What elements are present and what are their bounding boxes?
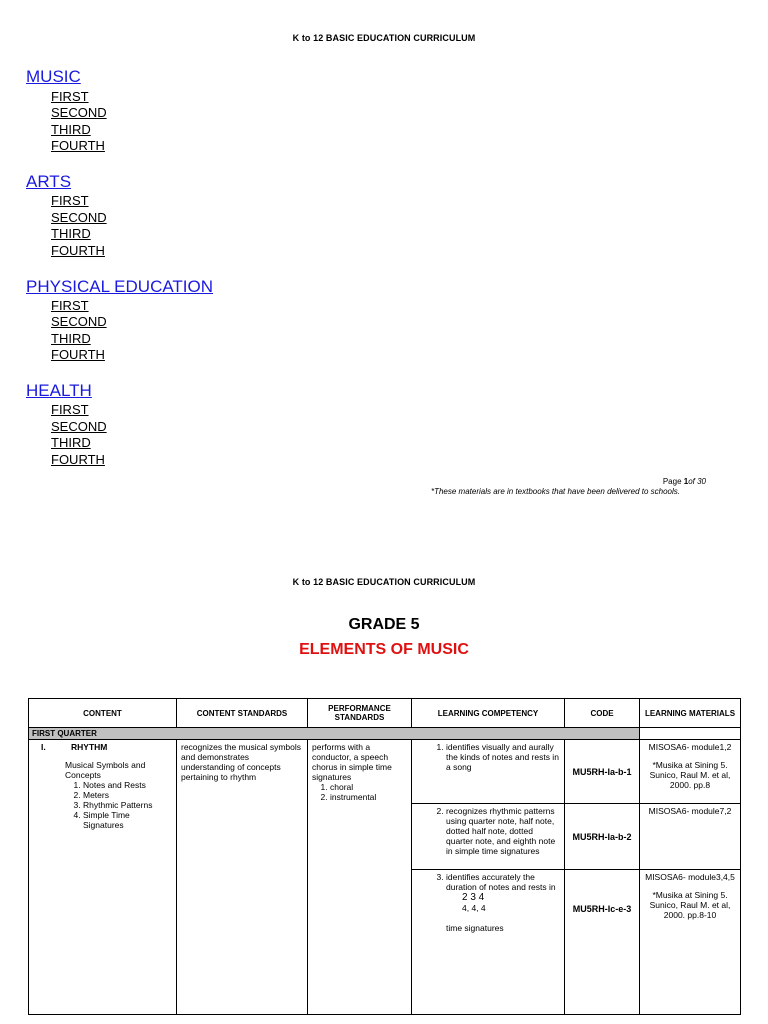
header-learning-competency: LEARNING COMPETENCY: [412, 699, 565, 728]
quarter-label: FIRST QUARTER: [29, 728, 640, 740]
materials-cell: MISOSA6- module1,2 *Musika at Sining 5. Sunico, Raul M. et al, 2000. pp.8: [640, 740, 741, 804]
toc-pe-first[interactable]: FIRST: [51, 298, 89, 313]
toc-pe-second[interactable]: SECOND: [51, 314, 107, 329]
toc-music-third[interactable]: THIRD: [51, 122, 91, 137]
toc-link-music[interactable]: MUSIC: [26, 67, 81, 86]
toc-health-second[interactable]: SECOND: [51, 419, 107, 434]
grade-title: GRADE 5: [348, 616, 420, 633]
materials-cell: MISOSA6- module7,2: [640, 804, 741, 870]
table-header-row: [29, 699, 741, 728]
materials-cell: MISOSA6- module3,4,5 *Musika at Sining 5. Sunico, Raul M. et al, 2000. pp.8-10: [640, 870, 741, 1015]
content-cell: I. RHYTHM Musical Symbols and Concepts 1. Notes and Rests 2. Meters 3. Rhythmic Patterns 4. Simple Time Signatures: [29, 740, 177, 1015]
toc-health-first[interactable]: FIRST: [51, 402, 89, 417]
code-cell: MU5RH-Ia-b-2: [565, 804, 640, 870]
header-content-standards: CONTENT STANDARDS: [177, 699, 308, 728]
toc-health-fourth[interactable]: FOURTH: [51, 452, 105, 467]
performance-standard-cell: performs with a conductor, a speech chorus in simple time signatures 1. choral 2. instrumental: [308, 740, 412, 1015]
header-learning-materials: LEARNING MATERIALS: [640, 699, 741, 728]
quarter-row: [29, 728, 741, 740]
code-cell: MU5RH-Ia-b-1: [565, 740, 640, 804]
header-code: CODE: [565, 699, 640, 728]
toc-arts-second[interactable]: SECOND: [51, 210, 107, 225]
page-number: Page 1of 30: [662, 477, 706, 486]
toc-music-first[interactable]: FIRST: [51, 89, 89, 104]
header-content: CONTENT: [29, 699, 177, 728]
competency-cell: 1. identifies visually and aurally the kinds of notes and rests in a song: [412, 740, 565, 804]
header-performance-standards: PERFORMANCE STANDARDS: [308, 699, 412, 728]
competency-cell: 3. identifies accurately the duration of notes and rests in 2 3 4 4, 4, 4 time signatures: [412, 870, 565, 1015]
toc-music-second[interactable]: SECOND: [51, 105, 107, 120]
toc-link-health[interactable]: HEALTH: [26, 381, 92, 400]
toc-pe-third[interactable]: THIRD: [51, 331, 91, 346]
code-cell: MU5RH-Ic-e-3: [565, 870, 640, 1015]
curriculum-table: [28, 698, 741, 1015]
toc-link-arts[interactable]: ARTS: [26, 172, 72, 191]
competency-cell: 2. recognizes rhythmic patterns using quarter note, half note, dotted half note, dotted quarter note, and eighth note in simple time signatures: [412, 804, 565, 870]
toc-pe-fourth[interactable]: FOURTH: [51, 347, 105, 362]
page-header: K to 12 BASIC EDUCATION CURRICULUM: [292, 33, 476, 43]
toc-health-third[interactable]: THIRD: [51, 435, 91, 450]
subject-title: ELEMENTS OF MUSIC: [299, 641, 469, 658]
toc-link-physical-education[interactable]: PHYSICAL EDUCATION: [26, 277, 214, 296]
table-row: [29, 740, 741, 804]
toc-arts-third[interactable]: THIRD: [51, 226, 91, 241]
toc-arts-first[interactable]: FIRST: [51, 193, 89, 208]
footnote: *These materials are in textbooks that have been delivered to schools.: [430, 487, 680, 496]
content-standard-cell: recognizes the musical symbols and demonstrates understanding of concepts pertaining to rhythm: [177, 740, 308, 1015]
toc-music-fourth[interactable]: FOURTH: [51, 138, 105, 153]
page-header-2: K to 12 BASIC EDUCATION CURRICULUM: [292, 577, 476, 587]
toc-arts-fourth[interactable]: FOURTH: [51, 243, 105, 258]
